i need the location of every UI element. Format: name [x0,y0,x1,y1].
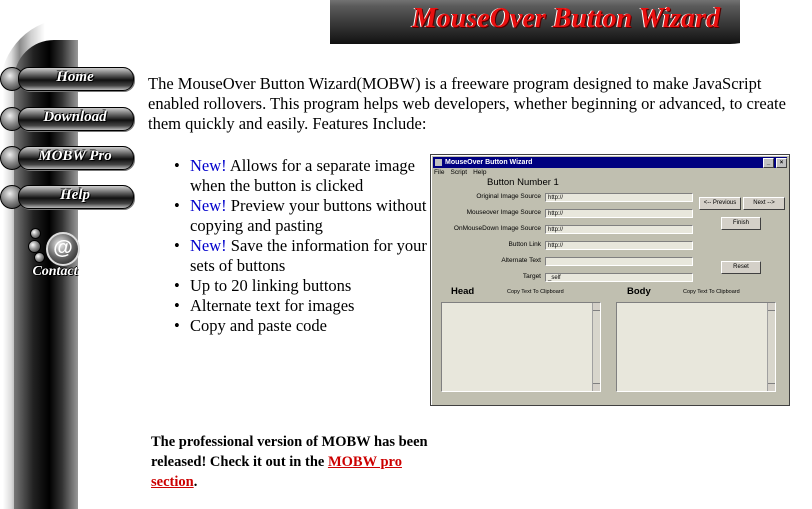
app-titlebar: MouseOver Button Wizard _ × [433,157,787,168]
app-menubar: File Script Help [434,169,487,176]
app-field-alt [545,257,693,266]
nav-download-label: Download [43,109,107,125]
nav-help-label: Help [60,187,90,203]
list-item: • New! Save the information for your sets of buttons [170,236,430,276]
list-item: • New! Allows for a separate image when the button is clicked [170,156,430,196]
app-window-icon [435,159,442,166]
list-item: • Up to 20 linking buttons [170,276,430,296]
new-badge: New! [190,156,227,175]
list-item: • Alternate text for images [170,296,430,316]
app-screenshot: MouseOver Button Wizard _ × File Script Help Button Number 1 Original Image Source http:// Mouseover Image Source http:// OnMouseDown Image Source http:// Button Link http:// Alternate Text Target _self <-- Previous Next --> Finish Reset Head Copy Text To Clipboard Body Copy Text To Clipboard [430,154,790,406]
list-item: • New! Preview your buttons without copying and pasting [170,196,430,236]
app-field-target: _self [545,273,693,282]
pro-note: The professional version of MOBW has been released! Check it out in the MOBW pro section. [151,434,428,490]
app-field-link: http:// [545,241,693,250]
minimize-icon: _ [763,158,774,168]
close-icon: × [776,158,787,168]
at-sign-icon: @ [46,232,80,266]
sidebar [0,0,140,509]
site-title: MouseOver Button Wizard [412,3,721,34]
header-banner [330,0,740,44]
app-field-onmousedown: http:// [545,225,693,234]
app-field-original: http:// [545,193,693,202]
nav-contact-button[interactable] [26,224,84,286]
scrollbar [592,303,600,391]
nav-help-button[interactable] [0,184,134,210]
new-badge: New! [190,236,227,255]
nav-download-button[interactable] [0,106,134,132]
app-head-label: Head [451,286,475,297]
scrollbar [767,303,775,391]
app-reset-button: Reset [721,261,761,274]
app-field-mouseover: http:// [545,209,693,218]
app-next-button: Next --> [743,197,785,210]
app-body-label: Body [627,286,651,297]
mobw-pro-section-link[interactable]: MOBW pro section [151,454,402,490]
app-finish-button: Finish [721,217,761,230]
nav-mobw-pro-button[interactable] [0,145,134,171]
app-head-textarea [441,302,601,392]
nav-mobw-pro-label: MOBW Pro [38,148,112,164]
feature-list [170,156,430,336]
nav-home-button[interactable] [0,66,134,92]
app-previous-button: <-- Previous [699,197,741,210]
nav-home-label: Home [56,69,94,85]
intro-paragraph: The MouseOver Button Wizard(MOBW) is a freeware program designed to make JavaScript enabled rollovers. This program helps web developers, whether beginning or advanced, to create them quickly and easily. Features Include: [148,74,786,133]
nav-contact-label: Contact [32,264,78,279]
app-body-textarea [616,302,776,392]
list-item: • Copy and paste code [170,316,430,336]
app-heading: Button Number 1 [487,177,559,188]
new-badge: New! [190,196,227,215]
